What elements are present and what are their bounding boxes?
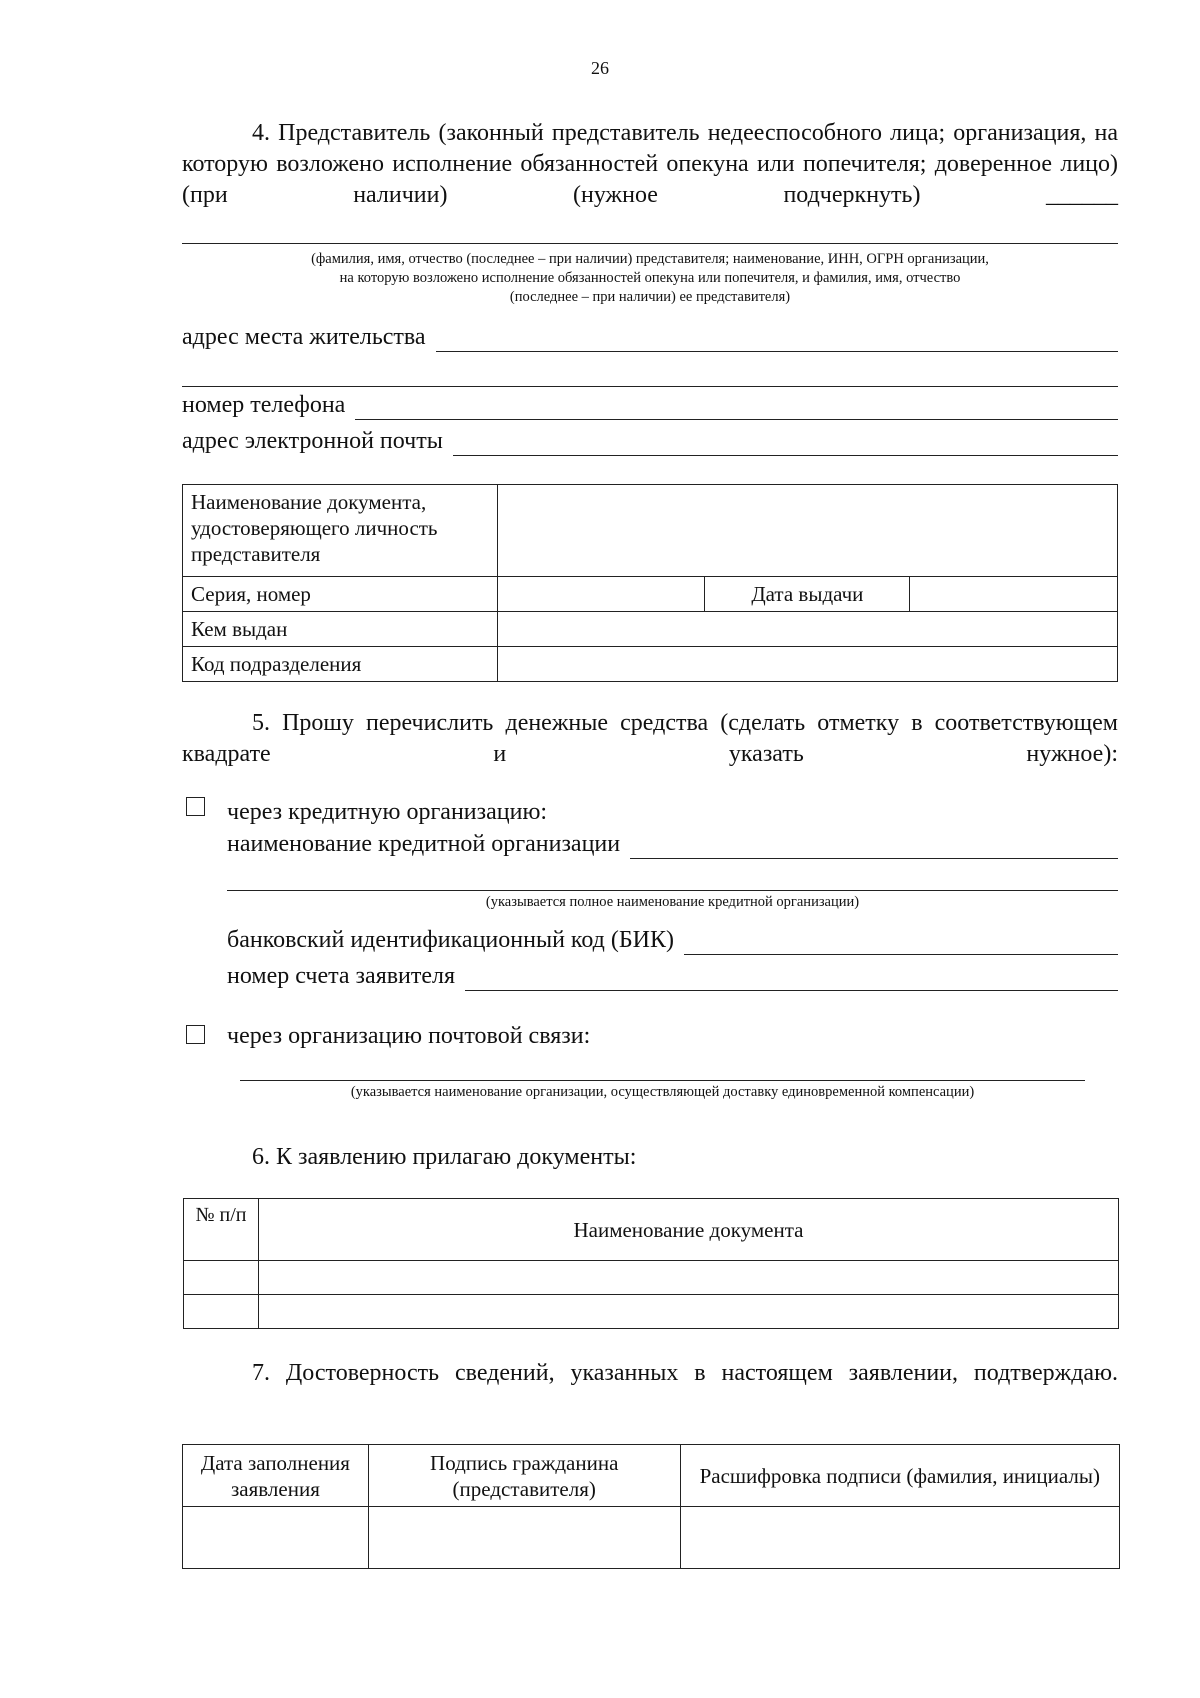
representative-name-line[interactable] (182, 243, 1118, 244)
dept-code-label: Код подразделения (183, 647, 498, 682)
bik-label: банковский идентификационный код (БИК) (227, 927, 674, 953)
decode-cell[interactable] (680, 1507, 1119, 1569)
col-name-header: Наименование документа (258, 1199, 1118, 1261)
bank-name-row (227, 829, 1118, 859)
post-option-label: через организацию почтовой связи: (227, 1023, 591, 1049)
section-4-text: 4. Представитель (законный представитель недееспособного лица; организация, на которую возложено исполнение обязанностей опекуна или попечителя; доверенное лицо) (при наличии) (нужное подчеркнуть) ______ (182, 120, 1118, 208)
attachment-row-1-num[interactable] (184, 1261, 259, 1295)
bank-name-continuation-line[interactable] (227, 890, 1118, 891)
bank-name-field[interactable] (630, 834, 1118, 859)
post-checkbox[interactable] (186, 1025, 205, 1044)
post-org-line[interactable] (240, 1080, 1085, 1081)
representative-note (182, 250, 1118, 307)
col-sign-header: Подпись гражданина (представителя) (368, 1445, 680, 1507)
doc-name-label: Наименование документа, удостоверяющего личность представителя (183, 485, 498, 577)
address-field[interactable] (436, 327, 1118, 352)
issued-by-cell[interactable] (497, 612, 1117, 647)
bank-checkbox[interactable] (186, 797, 205, 816)
phone-label: номер телефона (182, 392, 346, 418)
bik-row (227, 925, 1118, 955)
doc-name-cell[interactable] (497, 485, 1117, 577)
phone-row (182, 390, 1118, 420)
dept-code-cell[interactable] (497, 647, 1117, 682)
attachment-row-2-name[interactable] (258, 1295, 1118, 1329)
representative-document-table (182, 484, 1118, 682)
phone-field[interactable] (355, 395, 1118, 420)
signature-table (182, 1444, 1120, 1569)
representative-note-line-3: (последнее – при наличии) ее представителя) (509, 289, 791, 305)
post-note: (указывается наименование организации, осуществляющей доставку единовременной компенсации) (350, 1084, 975, 1100)
col-num-header: № п/п (184, 1199, 259, 1261)
address-continuation-line[interactable] (182, 386, 1118, 387)
section-7-text: 7. Достоверность сведений, указанных в настоящем заявлении, подтверждаю. (252, 1360, 1118, 1386)
bank-option-label: через кредитную организацию: (227, 799, 548, 825)
bik-field[interactable] (684, 930, 1118, 955)
email-row (182, 426, 1118, 456)
account-field[interactable] (465, 966, 1118, 991)
email-label: адрес электронной почты (182, 428, 443, 454)
page-number: 26 (591, 58, 609, 78)
bank-note: (указывается полное наименование кредитной организации) (485, 894, 860, 910)
address-label: адрес места жительства (182, 324, 426, 350)
series-cell[interactable] (497, 577, 705, 612)
sign-cell[interactable] (368, 1507, 680, 1569)
representative-note-line-1: (фамилия, имя, отчество (последнее – при наличии) представителя; наименование, ИНН, ОГРН организации, (311, 251, 989, 267)
attachment-row-1-name[interactable] (258, 1261, 1118, 1295)
issue-date-cell[interactable] (910, 577, 1118, 612)
section-6-text: 6. К заявлению прилагаю документы: (252, 1144, 637, 1170)
account-label: номер счета заявителя (227, 963, 456, 989)
attachments-table (183, 1198, 1119, 1329)
section-5-text: 5. Прошу перечислить денежные средства (сделать отметку в соответствующем квадрате и указать нужное): (182, 710, 1118, 767)
col-decode-header: Расшифровка подписи (фамилия, инициалы) (680, 1445, 1119, 1507)
issued-by-label: Кем выдан (183, 612, 498, 647)
col-date-header: Дата заполнения заявления (183, 1445, 369, 1507)
attachment-row-2-num[interactable] (184, 1295, 259, 1329)
bank-name-label: наименование кредитной организации (227, 831, 621, 857)
account-row (227, 961, 1118, 991)
series-label: Серия, номер (183, 577, 498, 612)
representative-note-line-2: на которую возложено исполнение обязанностей опекуна или попечителя, и фамилия, имя, отчество (339, 270, 961, 286)
email-field[interactable] (453, 431, 1118, 456)
issue-date-label: Дата выдачи (705, 577, 910, 612)
address-row (182, 322, 1118, 352)
date-cell[interactable] (183, 1507, 369, 1569)
